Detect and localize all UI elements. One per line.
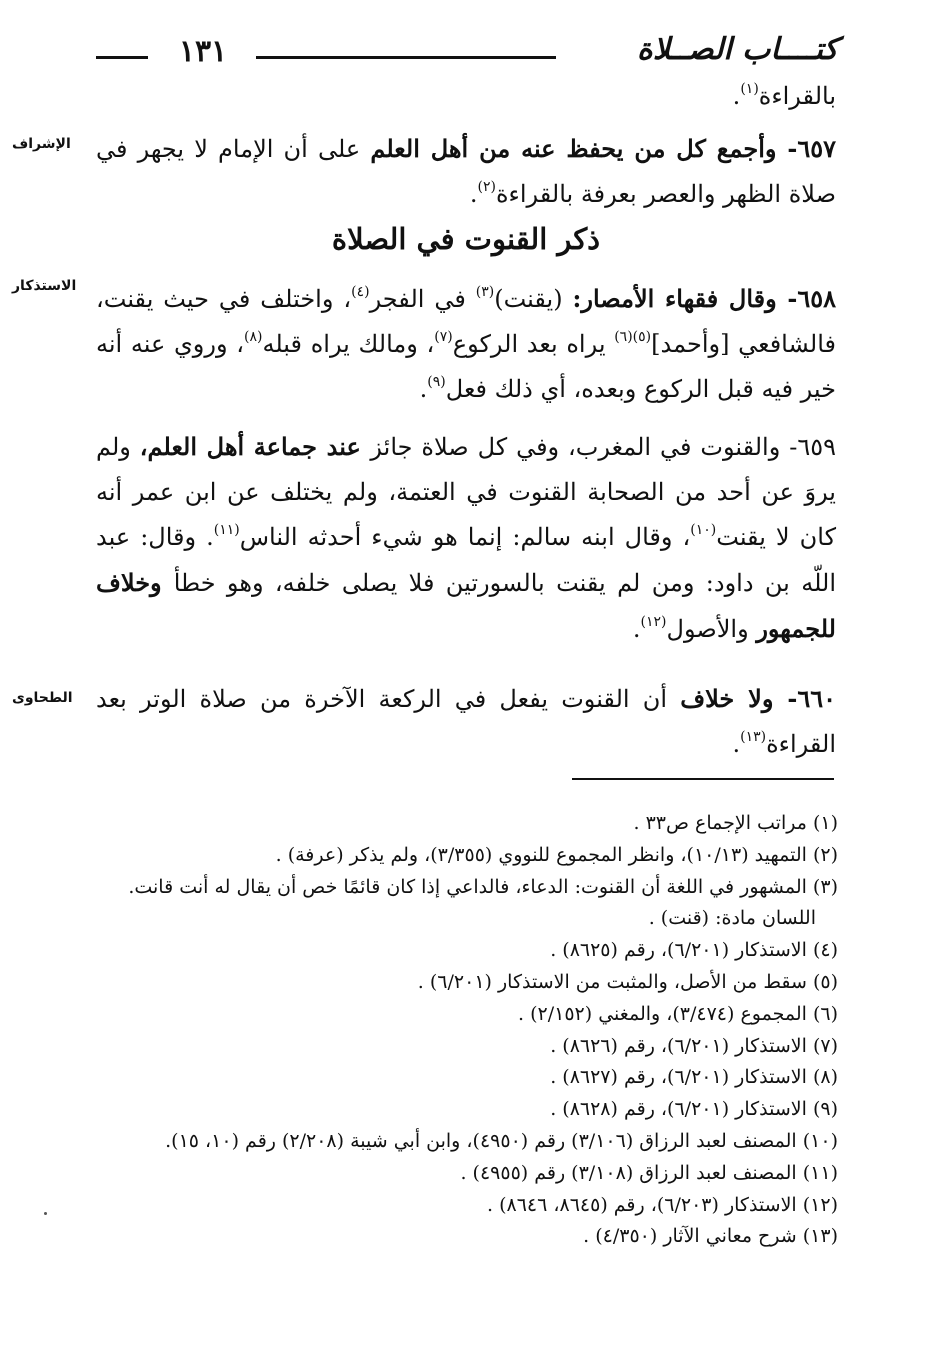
footnote-item	[96, 1094, 838, 1126]
footnote-text: (٩) الاستذكار (٦/٢٠١)، رقم (٨٦٢٨) .	[550, 1098, 838, 1121]
sidenote-source: الإشراف	[12, 136, 71, 152]
page-header	[96, 30, 838, 70]
footnote-text: (٨) الاستذكار (٦/٢٠١)، رقم (٨٦٢٧) .	[550, 1066, 838, 1089]
paragraph-657: ٦٥٧- وأجمع كل من يحفظ عنه من أهل العلم على أن الإمام لا يجهر في صلاة الظهر والعصر بعرفة بالقراءة$^{(٢)}$.	[96, 134, 836, 208]
footnote-item	[96, 1126, 838, 1158]
header-rule-middle	[256, 56, 556, 59]
footnote-ref: (١)	[740, 81, 759, 97]
sidenote-source: الطحاوى	[12, 690, 73, 706]
footnote-text: (٥) سقط من الأصل، والمثبت من الاستذكار (٦/٢٠١) .	[417, 970, 838, 993]
footnote-item	[96, 1062, 838, 1094]
footnote-text: (١٣) شرح معاني الآثار (٤/٣٥٠) .	[583, 1225, 838, 1248]
footnote-item	[96, 935, 838, 967]
footnote-item	[96, 967, 838, 999]
section-heading: ذكر القنوت في الصلاة	[331, 222, 601, 256]
footnote-item	[96, 808, 838, 840]
footnote-text: (٣) المشهور في اللغة أن القنوت: الدعاء، فالداعي إذا كان قائمًا خص أن يقال له أنت قانت.	[128, 875, 838, 898]
footnote-continuation: اللسان مادة: (قنت) .	[648, 907, 816, 930]
footnote-item	[96, 1221, 838, 1253]
header-rule-left	[96, 56, 148, 59]
paragraph-continuation: بالقراءة$^{(١)}$.	[732, 81, 836, 110]
footnote-text: (١) مراتب الإجماع ص٣٣ .	[633, 812, 838, 834]
footnote-text: (١١) المصنف لعبد الرزاق (٣/١٠٨) رقم (٤٩٥٥) .	[460, 1161, 838, 1184]
footnote-ref: (٢)	[477, 179, 496, 195]
paragraph-659: ٦٥٩- والقنوت في المغرب، وفي كل صلاة جائز عند جماعة أهل العلم، ولم يروَ عن أحد من الصحابة القنوت في العتمة، ولم يختلف عن ابن عمر أنه كان لا يقنت$^{(١٠)}$، وقال ابنه سالم: إنما هو شيء أحدثه الناس$^{(١١)}$. وقال: عبد اللّه بن داود: ومن لم يقنت بالسورتين فلا يصلى خلفه، وهو خطأ وخلاف للجمهور والأصول$^{(١٢)}$.	[96, 432, 836, 643]
paragraph-660: ٦٦٠- ولا خلاف أن القنوت يفعل في الركعة الآخرة من صلاة الوتر بعد القراءة$^{(١٣)}$.	[96, 684, 836, 758]
footnote-item	[96, 999, 838, 1031]
page-number: ١٣١	[178, 34, 228, 69]
footnote-item	[96, 872, 838, 936]
footnote-text: (٤) الاستذكار (٦/٢٠١)، رقم (٨٦٢٥) .	[550, 939, 838, 962]
footnotes	[96, 808, 838, 1253]
footnote-text: (١٢) الاستذكار (٦/٢٠٣)، رقم (٨٦٤٥، ٨٦٤٦) .	[486, 1193, 838, 1216]
book-title: كتــــاب الصــلاة	[636, 32, 838, 67]
footnote-item	[96, 1158, 838, 1190]
footnote-text: (٢) التمهيد (١٠/١٣)، وانظر المجموع للنووي (٣/٣٥٥)، ولم يذكر (عرفة) .	[275, 843, 838, 866]
footnote-text: (١٠) المصنف لعبد الرزاق (٣/١٠٦) رقم (٤٩٥٠)، وابن أبي شيبة (٢/٢٠٨) رقم (١٠، ١٥).	[165, 1129, 838, 1152]
footnote-item	[96, 1031, 838, 1063]
footnote-text: (٧) الاستذكار (٦/٢٠١)، رقم (٨٦٢٦) .	[550, 1034, 838, 1057]
footnote-separator	[572, 778, 834, 780]
paragraph-658: ٦٥٨- وقال فقهاء الأمصار: (يقنت)$^{(٣)}$ في الفجر$^{(٤)}$، واختلف في حيث يقنت، فالشافعي [وأحمد]$^{(٥)(٦)}$ يراه بعد الركوع$^{(٧)}$، ومالك يراه قبله$^{(٨)}$، وروي عنه أنه خير فيه قبل الركوع وبعده، أي ذلك فعل$^{(٩)}$.	[96, 284, 837, 403]
page-speck	[44, 1212, 47, 1215]
footnote-item	[96, 1190, 838, 1222]
sidenote-source: الاستذكار	[12, 278, 77, 294]
footnote-item	[96, 840, 838, 872]
footnote-text: (٦) المجموع (٣/٤٧٤)، والمغني (٢/١٥٢) .	[518, 1002, 838, 1025]
